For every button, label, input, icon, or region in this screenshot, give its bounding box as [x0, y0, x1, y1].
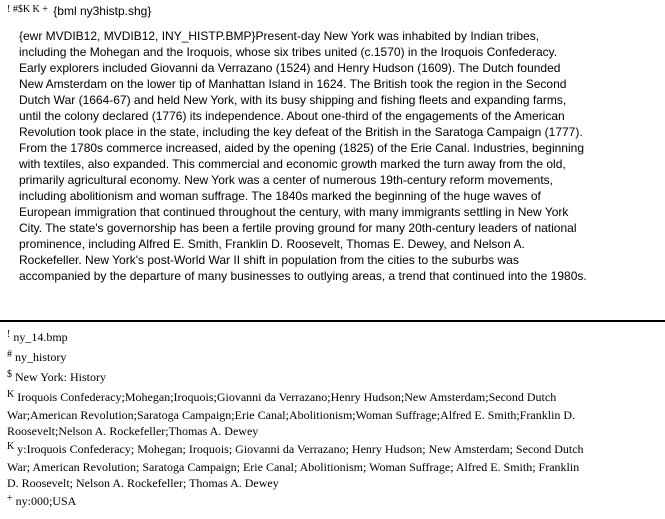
- footnote-text: New York: History: [15, 370, 107, 384]
- footnote-text: y:Iroquois Confederacy; Mohegan; Iroquois; Giovanni da Verrazano; Henry Hudson; New Amsterdam; Second Dutch War; American Revolution; Saratoga Campaign; Erie Canal; Abolitionism; Woman Suffrage; Alfred E. Smith; Franklin D. Roosevelt; Nelson A. Rockefeller; Thomas A. Dewey: [7, 442, 584, 490]
- footnote-mark: K: [7, 441, 15, 452]
- footnote-mark: +: [7, 493, 13, 504]
- footnote-mark: K: [7, 389, 15, 400]
- footnote-marker-symbols: ! #$K K +: [7, 4, 48, 15]
- footnote-mark: !: [7, 329, 11, 340]
- pane-divider[interactable]: [0, 320, 665, 322]
- footnote-marker-line: [7, 4, 151, 20]
- footnote-bitmap: [7, 329, 587, 347]
- footnote-mark: #: [7, 349, 12, 360]
- footnote-title: [7, 369, 587, 387]
- footnote-mark: $: [7, 369, 12, 380]
- footnote-keywords-alt: [7, 441, 587, 491]
- footnote-browse-sequence: [7, 493, 587, 511]
- footnote-pane[interactable]: [7, 329, 587, 513]
- footnote-text: ny_history: [15, 350, 67, 364]
- footnote-context-id: [7, 349, 587, 367]
- footnote-keywords: [7, 389, 587, 439]
- footnote-text: Iroquois Confederacy;Mohegan;Iroquois;Giovanni da Verrazano;Henry Hudson;New Amsterdam;Second Dutch War;American Revolution;Saratoga Campaign;Erie Canal;Abolitionism;Woman Suffrage;Alfred E. Smith;Franklin D. Roosevelt;Nelson A. Rockefeller;Thomas A. Dewey: [7, 390, 576, 438]
- bml-graphic-code: {bml ny3histp.shg}: [53, 4, 152, 18]
- footnote-text: ny_14.bmp: [13, 330, 68, 344]
- footnote-text: ny:000;USA: [15, 494, 77, 508]
- topic-body-paragraph: {ewr MVDIB12, MVDIB12, INY_HISTP.BMP}Present-day New York was inhabited by Indian tribes, including the Mohegan and the Iroquois, whose six tribes united (c.1570) in the Iroquois Confederacy. Early explorers included Giovanni da Verrazano (1524) and Henry Hudson (1609). The Dutch founded New Amsterdam on the lower tip of Manhattan Island in 1624. The British took the region in the Second Dutch War (1664-67) and held New York, with its busy shipping and fishing fleets and expanding farms, until the colony declared (1776) its independence. About one-third of the engagements of the American Revolution took place in the state, including the key defeat of the British in the Saratoga Campaign (1777). From the 1780s commerce increased, aided by the opening (1825) of the Erie Canal. Industries, beginning with textiles, also expanded. This commercial and economic growth marked the turn away from the old, primarily agricultural economy. New York was a center of numerous 19th-century reform movements, including abolitionism and woman suffrage. The 1840s marked the beginning of the huge waves of European immigration that continued throughout the century, with many immigrants settling in New York City. The state's governorship has been a fertile proving ground for many 20th-century leaders of national prominence, including Alfred E. Smith, Franklin D. Roosevelt, Thomas E. Dewey, and Nelson A. Rockefeller. New York's post-World War II shift in population from the cities to the suburbs was accompanied by the departure of many businesses to outlying areas, a trend that continued into the 1980s.: [19, 29, 587, 283]
